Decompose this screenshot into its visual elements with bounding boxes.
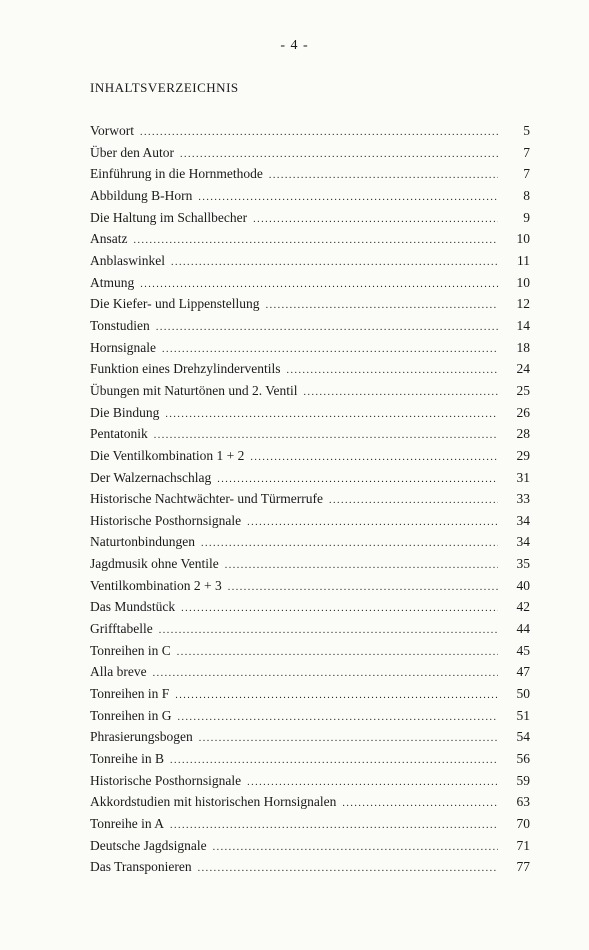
toc-entry <box>90 145 530 167</box>
toc-entry-page: 34 <box>516 512 530 528</box>
toc-entry <box>90 448 530 470</box>
toc-entry-page: 12 <box>516 296 530 312</box>
toc-entry <box>90 361 530 383</box>
toc-entry-title: Historische Posthornsignale <box>90 512 242 528</box>
toc-entry-title: Abbildung B-Horn <box>90 187 193 203</box>
toc-entry <box>90 123 530 145</box>
toc-entry-page: 71 <box>516 837 530 853</box>
toc-entry-page: 47 <box>516 664 530 680</box>
dot-leader <box>198 192 498 203</box>
toc-entry <box>90 534 530 556</box>
toc-entry-page: 50 <box>516 686 530 702</box>
toc-entry-title: Das Mundstück <box>90 599 176 615</box>
toc-entry-title: Übungen mit Naturtönen und 2. Ventil <box>90 382 298 398</box>
toc-entry-page: 7 <box>523 144 530 160</box>
dot-leader <box>213 842 498 853</box>
toc-entry-page: 51 <box>516 707 530 723</box>
toc-entry <box>90 708 530 730</box>
toc-entry-page: 18 <box>516 339 530 355</box>
dot-leader <box>247 777 498 788</box>
toc-entry <box>90 599 530 621</box>
toc-entry-page: 9 <box>523 209 530 225</box>
toc-entry-page: 11 <box>517 252 530 268</box>
dot-leader <box>171 257 498 268</box>
toc-entry <box>90 794 530 816</box>
toc-entry <box>90 556 530 578</box>
toc-entry <box>90 383 530 405</box>
dot-leader <box>162 344 498 355</box>
dot-leader <box>329 495 498 506</box>
toc-entry-page: 54 <box>516 729 530 745</box>
toc-entry-page: 77 <box>516 859 530 875</box>
toc-entry-page: 40 <box>516 577 530 593</box>
toc-entry-title: Tonreihe in B <box>90 751 165 767</box>
toc-entry-page: 35 <box>516 556 530 572</box>
dot-leader <box>165 409 498 420</box>
page-number: - 4 - <box>280 38 309 53</box>
dot-leader <box>180 149 498 160</box>
toc-entry-page: 56 <box>516 751 530 767</box>
dot-leader <box>286 365 498 376</box>
toc-entry-title: Atmung <box>90 274 135 290</box>
dot-leader <box>140 127 498 138</box>
toc-entry <box>90 253 530 275</box>
toc-entry-title: Naturtonbindungen <box>90 534 195 550</box>
toc-entry-page: 10 <box>516 231 530 247</box>
toc-entry <box>90 729 530 751</box>
dot-leader <box>156 322 498 333</box>
toc-entry-page: 59 <box>516 772 530 788</box>
toc-entry <box>90 231 530 253</box>
toc-entry <box>90 405 530 427</box>
toc-entry-page: 5 <box>523 123 530 138</box>
dot-leader <box>153 668 498 679</box>
dot-leader <box>228 582 498 593</box>
dot-leader <box>198 863 498 874</box>
dot-leader <box>140 279 498 290</box>
toc-entry-title: Tonstudien <box>90 317 150 333</box>
toc-entry-title: Einführung in die Hornmethode <box>90 166 263 182</box>
dot-leader <box>181 603 498 614</box>
dot-leader <box>175 690 498 701</box>
toc-entry <box>90 296 530 318</box>
dot-leader <box>247 517 498 528</box>
dot-leader <box>253 214 498 225</box>
toc-list <box>90 123 530 881</box>
toc-entry <box>90 664 530 686</box>
dot-leader <box>154 430 498 441</box>
toc-entry <box>90 210 530 232</box>
dot-leader <box>199 733 498 744</box>
dot-leader <box>269 170 498 181</box>
toc-entry-page: 26 <box>516 404 530 420</box>
dot-leader <box>170 755 498 766</box>
toc-entry-title: Phrasierungsbogen <box>90 729 193 745</box>
toc-entry-page: 45 <box>516 642 530 658</box>
toc-entry <box>90 340 530 362</box>
toc-entry-title: Tonreihen in F <box>90 686 170 702</box>
toc-entry <box>90 643 530 665</box>
toc-entry <box>90 859 530 881</box>
toc-entry-title: Funktion eines Drehzylinderventils <box>90 361 281 377</box>
toc-entry-title: Die Ventilkombination 1 + 2 <box>90 447 245 463</box>
toc-entry-page: 8 <box>523 187 530 203</box>
toc-entry <box>90 816 530 838</box>
toc-entry <box>90 838 530 860</box>
toc-entry-title: Historische Posthornsignale <box>90 772 242 788</box>
toc-entry-page: 24 <box>516 361 530 377</box>
dot-leader <box>225 560 498 571</box>
toc-entry-title: Akkordstudien mit historischen Hornsignalen <box>90 794 337 810</box>
toc-entry-title: Das Transponieren <box>90 859 192 875</box>
dot-leader <box>303 387 498 398</box>
toc-entry-title: Die Bindung <box>90 404 160 420</box>
toc-entry-title: Vorwort <box>90 123 135 138</box>
toc-entry-page: 63 <box>516 794 530 810</box>
toc-entry-page: 29 <box>516 447 530 463</box>
dot-leader <box>134 235 499 246</box>
dot-leader <box>177 647 498 658</box>
toc-entry-page: 28 <box>516 426 530 442</box>
toc-entry <box>90 426 530 448</box>
toc-entry <box>90 166 530 188</box>
toc-entry-title: Die Kiefer- und Lippenstellung <box>90 296 260 312</box>
dot-leader <box>217 474 498 485</box>
toc-entry-title: Tonreihen in C <box>90 642 171 658</box>
dot-leader <box>342 798 498 809</box>
toc-entry <box>90 751 530 773</box>
toc-entry-page: 34 <box>516 534 530 550</box>
dot-leader <box>250 452 498 463</box>
toc-entry-title: Ventilkombination 2 + 3 <box>90 577 222 593</box>
toc-entry-title: Deutsche Jagdsignale <box>90 837 207 853</box>
toc-entry-page: 33 <box>516 491 530 507</box>
toc-entry <box>90 621 530 643</box>
toc-entry <box>90 188 530 210</box>
toc-entry-title: Der Walzernachschlag <box>90 469 212 485</box>
dot-leader <box>178 712 498 723</box>
toc-entry-title: Historische Nachtwächter- und Türmerrufe <box>90 491 324 507</box>
toc-entry-page: 25 <box>516 382 530 398</box>
toc-entry-title: Hornsignale <box>90 339 156 355</box>
toc-entry-page: 70 <box>516 816 530 831</box>
toc-entry-title: Pentatonik <box>90 426 148 442</box>
toc-entry-title: Anblaswinkel <box>90 252 165 268</box>
toc-entry-title: Grifftabelle <box>90 621 153 637</box>
toc-entry <box>90 773 530 795</box>
toc-entry-title: Tonreihen in G <box>90 707 172 723</box>
toc-entry <box>90 578 530 600</box>
toc-entry-page: 44 <box>516 621 530 637</box>
dot-leader <box>159 625 498 636</box>
dot-leader <box>201 538 498 549</box>
toc-entry-page: 31 <box>516 469 530 485</box>
toc-entry <box>90 513 530 535</box>
toc-entry-page: 14 <box>516 317 530 333</box>
toc-entry-title: Die Haltung im Schallbecher <box>90 209 248 225</box>
toc-entry-title: Jagdmusik ohne Ventile <box>90 556 219 572</box>
dot-leader <box>266 300 498 311</box>
toc-entry <box>90 470 530 492</box>
toc-heading: INHALTSVERZEICHNIS <box>90 80 239 95</box>
toc-entry-title: Über den Autor <box>90 144 174 160</box>
toc-entry <box>90 491 530 513</box>
toc-entry <box>90 275 530 297</box>
dot-leader <box>170 820 498 831</box>
toc-entry <box>90 686 530 708</box>
toc-entry <box>90 318 530 340</box>
toc-entry-title: Tonreihe in A <box>90 816 165 831</box>
toc-entry-title: Ansatz <box>90 231 128 247</box>
toc-entry-title: Alla breve <box>90 664 147 680</box>
toc-entry-page: 7 <box>523 166 530 182</box>
toc-entry-page: 10 <box>516 274 530 290</box>
toc-entry-page: 42 <box>516 599 530 615</box>
